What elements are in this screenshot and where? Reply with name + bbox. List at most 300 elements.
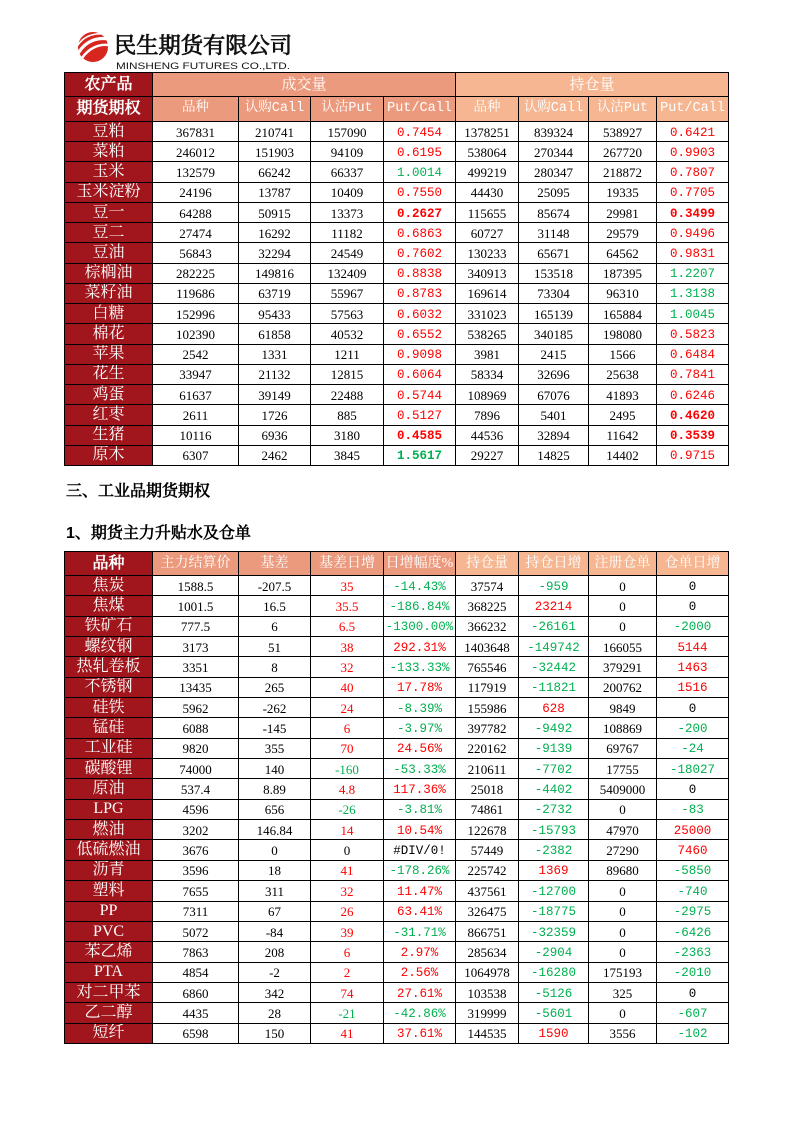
variety-name: 玉米 [65, 162, 153, 182]
volume-put-call-ratio: 0.6552 [384, 324, 456, 344]
variety-name: 低硫燃油 [65, 840, 153, 860]
volume-total: 102390 [153, 324, 239, 344]
daily-change-pct: 24.56% [384, 738, 456, 758]
oi-daily-change: -4402 [519, 779, 589, 799]
volume-put: 55967 [311, 283, 384, 303]
volume-put-call-ratio: 0.6032 [384, 304, 456, 324]
settlement-price: 6598 [153, 1023, 239, 1043]
volume-call: 149816 [239, 263, 311, 283]
settlement-price: 777.5 [153, 616, 239, 636]
basis-daily-change: 4.8 [311, 779, 384, 799]
oi-daily-change: 1369 [519, 860, 589, 880]
settlement-price: 7863 [153, 942, 239, 962]
warehouse-receipts: 3556 [589, 1023, 657, 1043]
column-header-volume-put: 认沽Put [311, 97, 384, 122]
oi-put: 218872 [589, 162, 657, 182]
daily-change-pct: 17.78% [384, 677, 456, 697]
oi-total: 7896 [456, 405, 519, 425]
receipts-daily-change: 0 [657, 698, 729, 718]
oi-daily-change: -32359 [519, 921, 589, 941]
open-interest: 368225 [456, 596, 519, 616]
oi-total: 44536 [456, 425, 519, 445]
oi-daily-change: -959 [519, 576, 589, 596]
variety-name: 碳酸锂 [65, 759, 153, 779]
variety-name: 锰硅 [65, 718, 153, 738]
warehouse-receipts: 5409000 [589, 779, 657, 799]
table-row [65, 324, 729, 344]
oi-put: 19335 [589, 182, 657, 202]
volume-total: 2542 [153, 344, 239, 364]
variety-name: 沥青 [65, 860, 153, 880]
volume-put: 24549 [311, 243, 384, 263]
basis: 8.89 [239, 779, 311, 799]
oi-daily-change: -9492 [519, 718, 589, 738]
oi-call: 73304 [519, 283, 589, 303]
warehouse-receipts: 200762 [589, 677, 657, 697]
oi-call: 32894 [519, 425, 589, 445]
volume-put: 1211 [311, 344, 384, 364]
table-row [65, 698, 729, 718]
settlement-price: 3202 [153, 820, 239, 840]
basis: 146.84 [239, 820, 311, 840]
table-row [65, 799, 729, 819]
variety-name: 硅铁 [65, 698, 153, 718]
oi-daily-change: -16280 [519, 962, 589, 982]
variety-name: PTA [65, 962, 153, 982]
basis-daily-change: 32 [311, 881, 384, 901]
table-row [65, 142, 729, 162]
basis-daily-change: -160 [311, 759, 384, 779]
warehouse-receipts: 0 [589, 596, 657, 616]
volume-put-call-ratio: 0.7550 [384, 182, 456, 202]
oi-put-call-ratio: 0.3499 [657, 202, 729, 222]
settlement-price: 6088 [153, 718, 239, 738]
column-header-volume-ratio: Put/Call [384, 97, 456, 122]
basis: 208 [239, 942, 311, 962]
basis-daily-change: 74 [311, 982, 384, 1002]
oi-put-call-ratio: 0.9831 [657, 243, 729, 263]
table-row [65, 162, 729, 182]
table-row [65, 759, 729, 779]
table-row [65, 881, 729, 901]
open-interest: 103538 [456, 982, 519, 1002]
open-interest: 25018 [456, 779, 519, 799]
oi-put: 96310 [589, 283, 657, 303]
volume-total: 10116 [153, 425, 239, 445]
variety-name: 生猪 [65, 425, 153, 445]
oi-put: 11642 [589, 425, 657, 445]
oi-put-call-ratio: 0.9496 [657, 223, 729, 243]
daily-change-pct: 117.36% [384, 779, 456, 799]
table-row [65, 425, 729, 445]
volume-total: 64288 [153, 202, 239, 222]
volume-total: 6307 [153, 445, 239, 465]
settlement-price: 7655 [153, 881, 239, 901]
variety-name: 燃油 [65, 820, 153, 840]
volume-put-call-ratio: 0.5744 [384, 385, 456, 405]
basis: -207.5 [239, 576, 311, 596]
basis-receipts-table [64, 551, 729, 1044]
open-interest: 117919 [456, 677, 519, 697]
volume-call: 21132 [239, 364, 311, 384]
volume-put: 885 [311, 405, 384, 425]
section-heading: 三、工业品期货期权 [66, 483, 211, 500]
oi-call: 65671 [519, 243, 589, 263]
oi-put: 25638 [589, 364, 657, 384]
warehouse-receipts: 0 [589, 921, 657, 941]
receipts-daily-change: -6426 [657, 921, 729, 941]
basis: 51 [239, 637, 311, 657]
oi-call: 14825 [519, 445, 589, 465]
variety-name: 螺纹钢 [65, 637, 153, 657]
group-header-open-interest: 持仓量 [456, 73, 729, 97]
table-row [65, 385, 729, 405]
oi-total: 331023 [456, 304, 519, 324]
volume-call: 50915 [239, 202, 311, 222]
volume-call: 6936 [239, 425, 311, 445]
volume-put: 11182 [311, 223, 384, 243]
variety-name: 豆二 [65, 223, 153, 243]
volume-put: 3180 [311, 425, 384, 445]
oi-total: 60727 [456, 223, 519, 243]
table-row [65, 344, 729, 364]
subsection-heading: 1、期货主力升贴水及仓单 [66, 525, 251, 542]
settlement-price: 3596 [153, 860, 239, 880]
oi-daily-change: -32442 [519, 657, 589, 677]
settlement-price: 3676 [153, 840, 239, 860]
basis-daily-change: 39 [311, 921, 384, 941]
oi-daily-change: 23214 [519, 596, 589, 616]
table-row [65, 596, 729, 616]
settlement-price: 4596 [153, 799, 239, 819]
daily-change-pct: 292.31% [384, 637, 456, 657]
volume-total: 132579 [153, 162, 239, 182]
basis-daily-change: -26 [311, 799, 384, 819]
volume-call: 95433 [239, 304, 311, 324]
oi-put-call-ratio: 1.2207 [657, 263, 729, 283]
volume-put-call-ratio: 0.7454 [384, 122, 456, 142]
variety-name: 短纤 [65, 1023, 153, 1043]
oi-put: 198080 [589, 324, 657, 344]
oi-daily-change: -12700 [519, 881, 589, 901]
volume-put-call-ratio: 1.5617 [384, 445, 456, 465]
open-interest: 1064978 [456, 962, 519, 982]
open-interest: 74861 [456, 799, 519, 819]
table-row [65, 738, 729, 758]
warehouse-receipts: 0 [589, 901, 657, 921]
settlement-price: 7311 [153, 901, 239, 921]
settlement-price: 6860 [153, 982, 239, 1002]
table-row [65, 182, 729, 202]
basis: 311 [239, 881, 311, 901]
settlement-price: 1001.5 [153, 596, 239, 616]
oi-daily-change: -26161 [519, 616, 589, 636]
basis-daily-change: 0 [311, 840, 384, 860]
basis: 8 [239, 657, 311, 677]
daily-change-pct: -133.33% [384, 657, 456, 677]
oi-put: 538927 [589, 122, 657, 142]
volume-call: 32294 [239, 243, 311, 263]
oi-total: 340913 [456, 263, 519, 283]
basis: 150 [239, 1023, 311, 1043]
settlement-price: 5962 [153, 698, 239, 718]
volume-call: 2462 [239, 445, 311, 465]
volume-call: 66242 [239, 162, 311, 182]
table-row [65, 304, 729, 324]
table-row [65, 840, 729, 860]
oi-total: 538064 [456, 142, 519, 162]
open-interest: 437561 [456, 881, 519, 901]
warehouse-receipts: 27290 [589, 840, 657, 860]
open-interest: 765546 [456, 657, 519, 677]
volume-put-call-ratio: 0.2627 [384, 202, 456, 222]
variety-name: 棉花 [65, 324, 153, 344]
volume-total: 367831 [153, 122, 239, 142]
receipts-daily-change: -200 [657, 718, 729, 738]
open-interest: 155986 [456, 698, 519, 718]
oi-total: 499219 [456, 162, 519, 182]
basis-daily-change: 2 [311, 962, 384, 982]
oi-daily-change: -5126 [519, 982, 589, 1002]
variety-name: 豆一 [65, 202, 153, 222]
variety-name: 豆油 [65, 243, 153, 263]
volume-put-call-ratio: 0.9098 [384, 344, 456, 364]
oi-daily-change: 1590 [519, 1023, 589, 1043]
variety-name: 白糖 [65, 304, 153, 324]
variety-name: 花生 [65, 364, 153, 384]
volume-call: 39149 [239, 385, 311, 405]
warehouse-receipts: 325 [589, 982, 657, 1002]
table-row [65, 657, 729, 677]
oi-total: 29227 [456, 445, 519, 465]
receipts-daily-change: 0 [657, 596, 729, 616]
receipts-daily-change: 1463 [657, 657, 729, 677]
oi-put-call-ratio: 1.0045 [657, 304, 729, 324]
oi-put-call-ratio: 0.6484 [657, 344, 729, 364]
variety-name: 红枣 [65, 405, 153, 425]
oi-call: 153518 [519, 263, 589, 283]
table-subheader-row [65, 97, 729, 122]
open-interest: 326475 [456, 901, 519, 921]
daily-change-pct: -3.97% [384, 718, 456, 738]
settlement-price: 9820 [153, 738, 239, 758]
oi-daily-change: -18775 [519, 901, 589, 921]
basis: 67 [239, 901, 311, 921]
column-header-receipts-change: 仓单日增 [657, 552, 729, 576]
daily-change-pct: -8.39% [384, 698, 456, 718]
corner-label-top: 农产品 [65, 73, 153, 97]
column-header-basis: 基差 [239, 552, 311, 576]
open-interest: 1403648 [456, 637, 519, 657]
column-header-oi-call: 认购Call [519, 97, 589, 122]
oi-put: 29579 [589, 223, 657, 243]
table-row [65, 921, 729, 941]
volume-total: 2611 [153, 405, 239, 425]
variety-name: 焦煤 [65, 596, 153, 616]
daily-change-pct: 2.97% [384, 942, 456, 962]
receipts-daily-change: -2010 [657, 962, 729, 982]
basis: 6 [239, 616, 311, 636]
open-interest: 397782 [456, 718, 519, 738]
column-header-volume-total: 品种 [153, 97, 239, 122]
volume-call: 16292 [239, 223, 311, 243]
daily-change-pct: 27.61% [384, 982, 456, 1002]
volume-call: 210741 [239, 122, 311, 142]
variety-name: 工业硅 [65, 738, 153, 758]
daily-change-pct: -53.33% [384, 759, 456, 779]
oi-total: 115655 [456, 202, 519, 222]
basis: 16.5 [239, 596, 311, 616]
receipts-daily-change: -740 [657, 881, 729, 901]
oi-daily-change: -7702 [519, 759, 589, 779]
basis: -145 [239, 718, 311, 738]
variety-name: 乙二醇 [65, 1003, 153, 1023]
table-row [65, 901, 729, 921]
warehouse-receipts: 9849 [589, 698, 657, 718]
table-row [65, 779, 729, 799]
receipts-daily-change: 5144 [657, 637, 729, 657]
table-row [65, 616, 729, 636]
oi-daily-change: -2904 [519, 942, 589, 962]
oi-put: 1566 [589, 344, 657, 364]
volume-total: 24196 [153, 182, 239, 202]
daily-change-pct: 37.61% [384, 1023, 456, 1043]
table-row [65, 122, 729, 142]
table-row [65, 860, 729, 880]
basis-daily-change: 40 [311, 677, 384, 697]
oi-put-call-ratio: 0.3539 [657, 425, 729, 445]
variety-name: 原木 [65, 445, 153, 465]
oi-daily-change: -149742 [519, 637, 589, 657]
variety-name: 玉米淀粉 [65, 182, 153, 202]
variety-name: 豆粕 [65, 122, 153, 142]
oi-put-call-ratio: 0.7841 [657, 364, 729, 384]
column-header-change-pct: 日增幅度% [384, 552, 456, 576]
oi-call: 280347 [519, 162, 589, 182]
variety-name: 鸡蛋 [65, 385, 153, 405]
oi-put: 64562 [589, 243, 657, 263]
oi-total: 538265 [456, 324, 519, 344]
logo-name-cn: 民生期货有限公司 [114, 33, 292, 58]
oi-call: 270344 [519, 142, 589, 162]
receipts-daily-change: 0 [657, 576, 729, 596]
column-header-oi-put: 认沽Put [589, 97, 657, 122]
volume-put: 40532 [311, 324, 384, 344]
basis: 28 [239, 1003, 311, 1023]
receipts-daily-change: 0 [657, 982, 729, 1002]
oi-total: 44430 [456, 182, 519, 202]
open-interest: 319999 [456, 1003, 519, 1023]
daily-change-pct: -178.26% [384, 860, 456, 880]
basis-daily-change: 38 [311, 637, 384, 657]
oi-total: 1378251 [456, 122, 519, 142]
warehouse-receipts: 379291 [589, 657, 657, 677]
volume-put: 22488 [311, 385, 384, 405]
basis-daily-change: 6 [311, 942, 384, 962]
oi-put-call-ratio: 0.9903 [657, 142, 729, 162]
oi-daily-change: -5601 [519, 1003, 589, 1023]
minsheng-logo-icon [78, 32, 109, 62]
warehouse-receipts: 108869 [589, 718, 657, 738]
agricultural-options-table [64, 72, 729, 466]
basis: -2 [239, 962, 311, 982]
open-interest: 210611 [456, 759, 519, 779]
receipts-daily-change: 25000 [657, 820, 729, 840]
column-header-warehouse-receipts: 注册仓单 [589, 552, 657, 576]
open-interest: 57449 [456, 840, 519, 860]
oi-total: 169614 [456, 283, 519, 303]
volume-call: 63719 [239, 283, 311, 303]
open-interest: 866751 [456, 921, 519, 941]
table-row [65, 364, 729, 384]
warehouse-receipts: 0 [589, 881, 657, 901]
table-row [65, 576, 729, 596]
volume-put: 12815 [311, 364, 384, 384]
oi-total: 3981 [456, 344, 519, 364]
daily-change-pct: 2.56% [384, 962, 456, 982]
receipts-daily-change: 7460 [657, 840, 729, 860]
warehouse-receipts: 175193 [589, 962, 657, 982]
table-row [65, 982, 729, 1002]
volume-call: 13787 [239, 182, 311, 202]
volume-put-call-ratio: 0.8838 [384, 263, 456, 283]
basis-receipts-body [65, 576, 729, 1044]
receipts-daily-change: -24 [657, 738, 729, 758]
volume-total: 61637 [153, 385, 239, 405]
oi-total: 58334 [456, 364, 519, 384]
daily-change-pct: #DIV/0! [384, 840, 456, 860]
table-row [65, 283, 729, 303]
variety-name: 棕榈油 [65, 263, 153, 283]
column-header-oi-total: 品种 [456, 97, 519, 122]
volume-call: 1726 [239, 405, 311, 425]
oi-put: 29981 [589, 202, 657, 222]
table-row [65, 223, 729, 243]
table-row [65, 677, 729, 697]
basis-daily-change: 70 [311, 738, 384, 758]
volume-put-call-ratio: 0.7602 [384, 243, 456, 263]
receipts-daily-change: -607 [657, 1003, 729, 1023]
basis: 140 [239, 759, 311, 779]
volume-total: 152996 [153, 304, 239, 324]
basis: 18 [239, 860, 311, 880]
volume-total: 282225 [153, 263, 239, 283]
warehouse-receipts: 0 [589, 576, 657, 596]
oi-call: 85674 [519, 202, 589, 222]
table-row [65, 820, 729, 840]
variety-name: 不锈钢 [65, 677, 153, 697]
oi-daily-change: -15793 [519, 820, 589, 840]
volume-put: 94109 [311, 142, 384, 162]
volume-put-call-ratio: 1.0014 [384, 162, 456, 182]
variety-name: LPG [65, 799, 153, 819]
variety-name: 苯乙烯 [65, 942, 153, 962]
basis: 656 [239, 799, 311, 819]
column-header-volume-call: 认购Call [239, 97, 311, 122]
warehouse-receipts: 89680 [589, 860, 657, 880]
receipts-daily-change: -83 [657, 799, 729, 819]
table-header-row [65, 552, 729, 576]
volume-put: 66337 [311, 162, 384, 182]
variety-name: PP [65, 901, 153, 921]
oi-call: 839324 [519, 122, 589, 142]
basis-daily-change: 26 [311, 901, 384, 921]
oi-call: 25095 [519, 182, 589, 202]
daily-change-pct: -186.84% [384, 596, 456, 616]
settlement-price: 3173 [153, 637, 239, 657]
open-interest: 144535 [456, 1023, 519, 1043]
oi-call: 2415 [519, 344, 589, 364]
